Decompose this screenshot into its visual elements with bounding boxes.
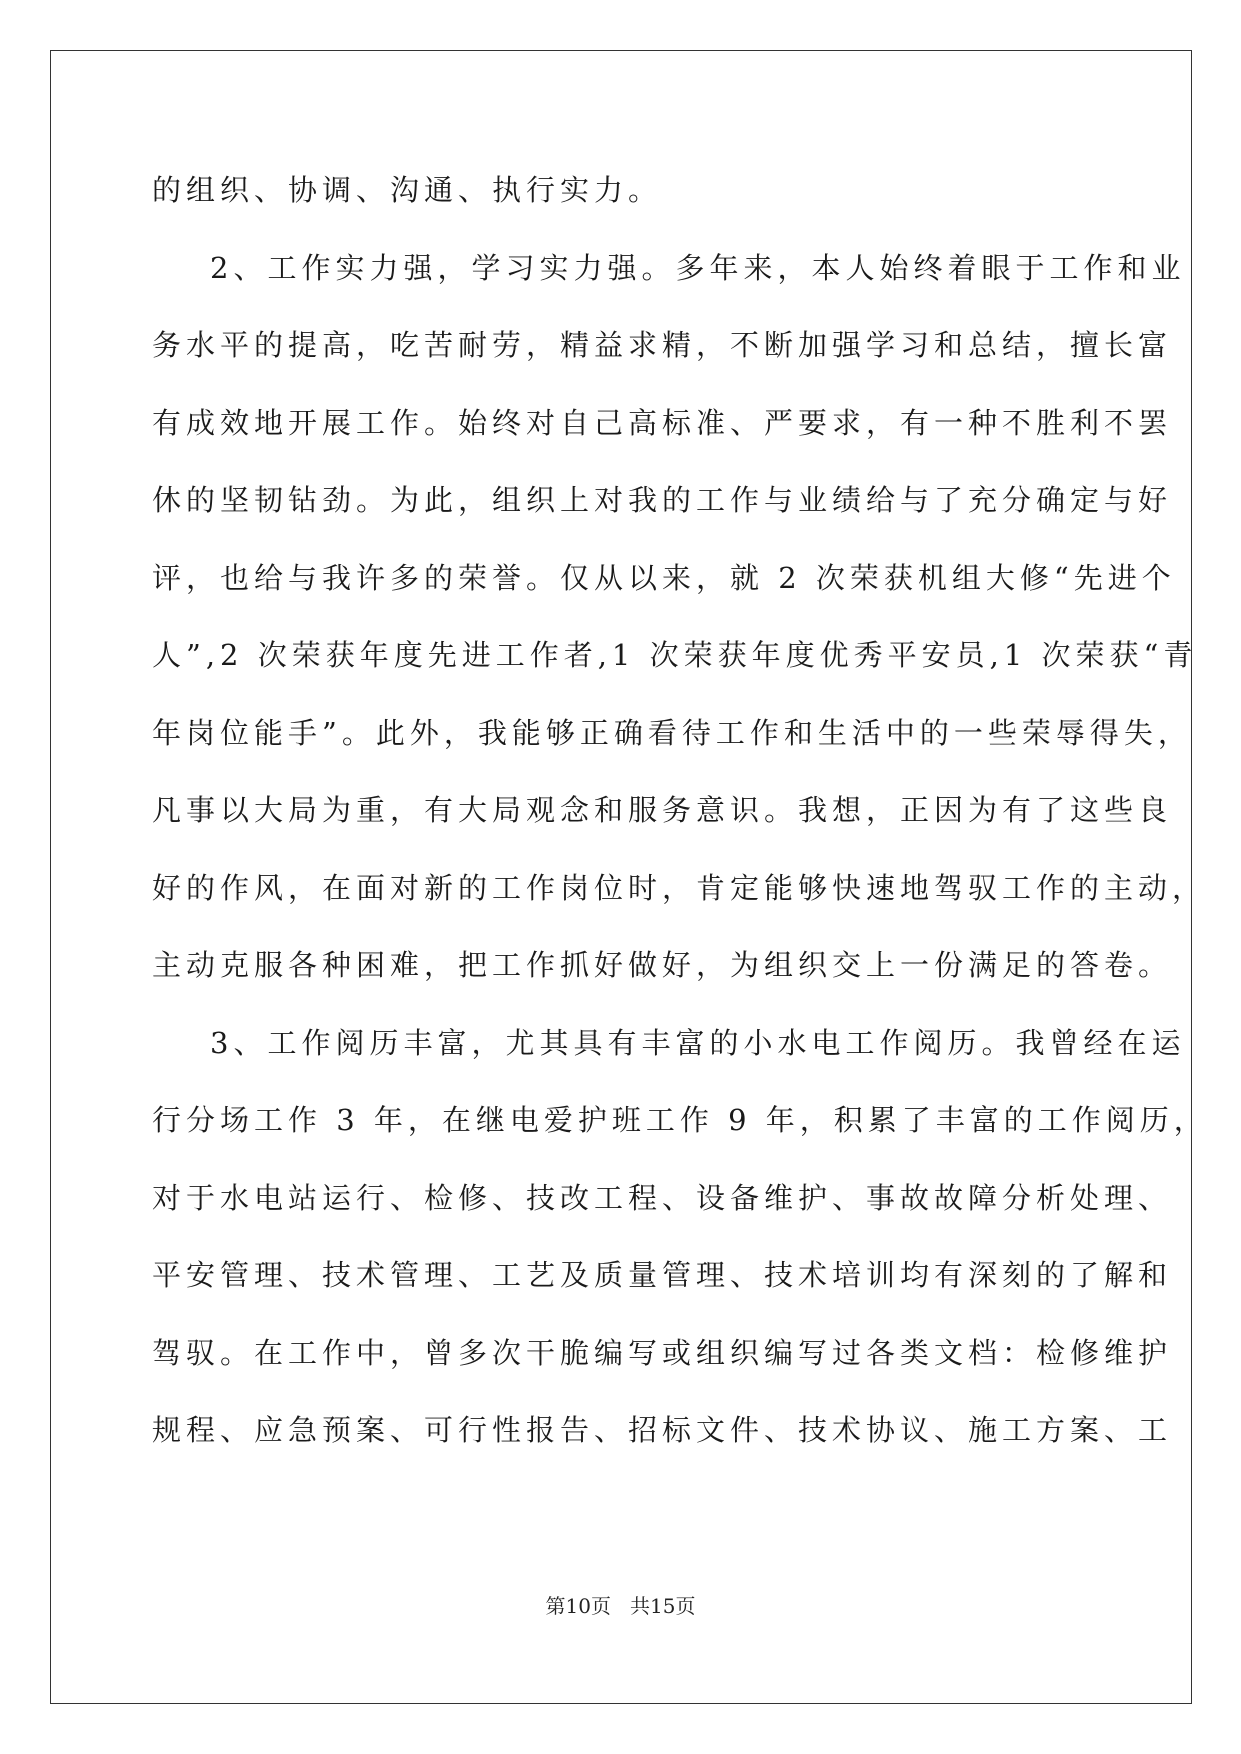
page-total: 共15页 — [630, 1594, 696, 1618]
body-line: 休的坚韧钻劲。为此，组织上对我的工作与业绩给与了充分确定与好 — [152, 483, 1173, 517]
body-line: 行分场工作 3 年，在继电爱护班工作 9 年，积累了丰富的工作阅历， — [152, 1103, 1208, 1137]
page-number: 第10页 — [545, 1594, 611, 1618]
document-body — [152, 152, 1208, 1470]
body-line: 主动克服各种困难，把工作抓好做好，为组织交上一份满足的答卷。 — [152, 948, 1173, 982]
body-line: 的组织、协调、沟通、执行实力。 — [152, 173, 663, 207]
body-line-paragraph-start: 2、工作实力强，学习实力强。多年来，本人始终着眼于工作和业 — [210, 250, 1186, 285]
body-line: 人”,2 次荣获年度先进工作者,1 次荣获年度优秀平安员,1 次荣获“青 — [152, 638, 1198, 672]
body-line: 平安管理、技术管理、工艺及质量管理、技术培训均有深刻的了解和 — [152, 1258, 1173, 1292]
page-footer — [0, 1592, 1241, 1620]
body-line: 对于水电站运行、检修、技改工程、设备维护、事故故障分析处理、 — [152, 1180, 1173, 1215]
body-line: 好的作风，在面对新的工作岗位时，肯定能够快速地驾驭工作的主动， — [152, 870, 1207, 905]
body-line: 评，也给与我许多的荣誉。仅从以来，就 2 次荣获机组大修“先进个 — [152, 560, 1176, 595]
body-line: 有成效地开展工作。始终对自己高标准、严要求，有一种不胜利不罢 — [152, 405, 1173, 440]
body-line: 驾驭。在工作中，曾多次干脆编写或组织编写过各类文档：检修维护 — [152, 1335, 1173, 1370]
body-line: 年岗位能手”。此外，我能够正确看待工作和生活中的一些荣辱得失， — [152, 715, 1192, 750]
body-line-paragraph-start: 3、工作阅历丰富，尤其具有丰富的小水电工作阅历。我曾经在运 — [210, 1025, 1186, 1060]
body-line: 务水平的提高，吃苦耐劳，精益求精，不断加强学习和总结，擅长富 — [152, 328, 1173, 362]
body-line: 规程、应急预案、可行性报告、招标文件、技术协议、施工方案、工 — [152, 1413, 1173, 1447]
body-line: 凡事以大局为重，有大局观念和服务意识。我想，正因为有了这些良 — [152, 793, 1173, 827]
